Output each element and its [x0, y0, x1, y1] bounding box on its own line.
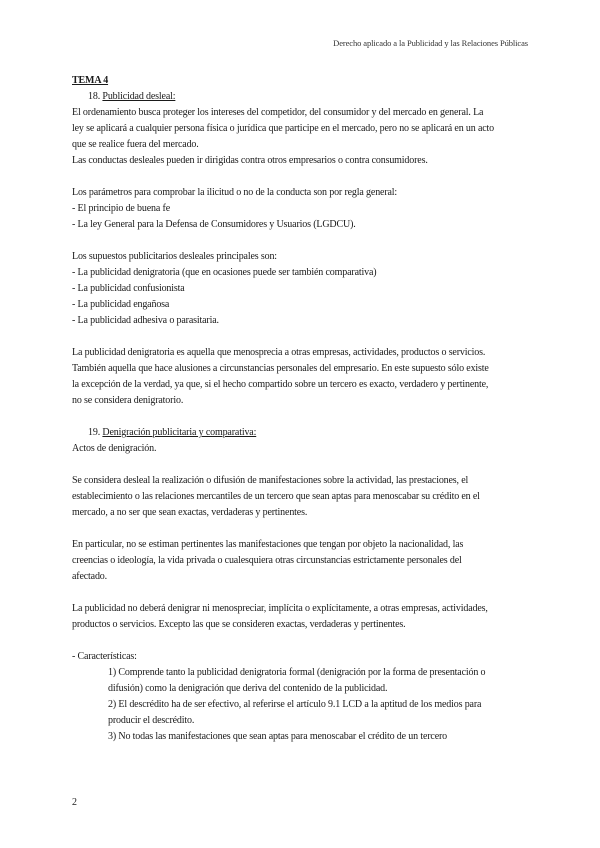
list-item: - La publicidad confusionista: [72, 283, 185, 294]
running-header: Derecho aplicado a la Publicidad y las Relaciones Públicas: [333, 38, 528, 48]
list-item: 2) El descrédito ha de ser efectivo, al referirse el artículo 9.1 LCD a la aptitud de los medios para: [108, 699, 482, 710]
list-item: - La publicidad denigratoria (que en ocasiones puede ser también comparativa): [72, 267, 377, 278]
line: creencias o ideología, la vida privada o cualesquiera otras circunstancias estrictamente personales del: [72, 555, 462, 566]
section-number: 19.: [88, 427, 103, 438]
list-item: - La publicidad adhesiva o parasitaria.: [72, 315, 219, 326]
chapter-title: TEMA 4: [72, 75, 109, 86]
line: no se considera denigratorio.: [72, 395, 184, 406]
line: La publicidad no deberá denigrar ni menospreciar, implícita o explícitamente, a otras empresas, actividades,: [72, 603, 488, 614]
list-item: - La publicidad engañosa: [72, 299, 170, 310]
line: productos o servicios. Excepto las que se consideren exactas, verdaderas y pertinentes.: [72, 619, 406, 630]
line: También aquella que hace alusiones a circunstancias personales del empresario. En este supuesto sólo existe: [72, 363, 489, 374]
section-title: Publicidad desleal:: [102, 91, 176, 102]
line: El ordenamiento busca proteger los intereses del competidor, del consumidor y del mercado en general. La: [72, 107, 484, 118]
section-19-heading: [72, 425, 532, 441]
section-title: Denigración publicitaria y comparativa:: [102, 427, 257, 438]
list-item: producir el descrédito.: [108, 715, 195, 726]
section-18-heading: [72, 89, 532, 105]
list-item: difusión) como la denigración que deriva del contenido de la publicidad.: [108, 683, 388, 694]
list-item: 3) No todas las manifestaciones que sean aptas para menoscabar el crédito de un tercero: [108, 731, 448, 742]
list-item: 1) Comprende tanto la publicidad denigratoria formal (denigración por la forma de presentación o: [108, 667, 486, 678]
line: establecimiento o las relaciones mercantiles de un tercero que sean aptas para menoscabar su crédito en el: [72, 491, 480, 502]
page-content: [72, 73, 532, 745]
line: La publicidad denigratoria es aquella que menosprecia a otras empresas, actividades, productos o servicios.: [72, 347, 486, 358]
line: afectado.: [72, 571, 108, 582]
list-item: - La ley General para la Defensa de Consumidores y Usuarios (LGDCU).: [72, 219, 356, 230]
line: que se realice fuera del mercado.: [72, 139, 199, 150]
page-number: 2: [72, 797, 77, 808]
characteristics-heading: - Características:: [72, 651, 137, 662]
line: En particular, no se estiman pertinentes las manifestaciones que tengan por objeto la nacionalidad, las: [72, 539, 464, 550]
line: ley se aplicará a cualquier persona física o jurídica que participe en el mercado, pero no se aplicará en un acto: [72, 123, 495, 134]
line: Actos de denigración.: [72, 443, 157, 454]
line: Se considera desleal la realización o difusión de manifestaciones sobre la actividad, las prestaciones, el: [72, 475, 469, 486]
line: mercado, a no ser que sean exactas, verdaderas y pertinentes.: [72, 507, 308, 518]
line: la excepción de la verdad, ya que, si el hecho compartido sobre un tercero es exacto, verdadero y pertinente,: [72, 379, 489, 390]
line: Los supuestos publicitarios desleales principales son:: [72, 251, 277, 262]
line: Las conductas desleales pueden ir dirigidas contra otros empresarios o contra consumidores.: [72, 155, 428, 166]
list-item: - El principio de buena fe: [72, 203, 171, 214]
section-number: 18.: [88, 91, 103, 102]
line: Los parámetros para comprobar la ilicitud o no de la conducta son por regla general:: [72, 187, 398, 198]
